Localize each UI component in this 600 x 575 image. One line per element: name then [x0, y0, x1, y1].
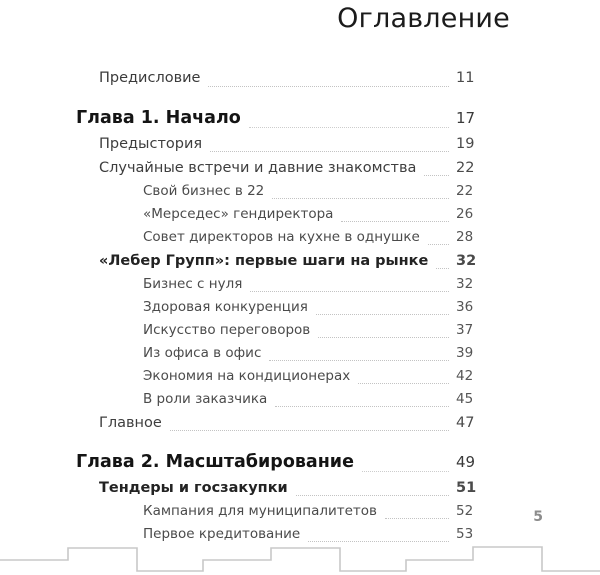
toc-leader-dots — [208, 86, 449, 87]
toc-entry-page: 26 — [456, 206, 474, 222]
toc-entry-label: «Мерседес» гендиректора — [143, 206, 334, 222]
toc-leader-dots — [272, 198, 449, 199]
toc-entry-page: 19 — [456, 136, 475, 152]
toc-entry[interactable] — [76, 249, 490, 273]
toc-leader-dots — [316, 314, 449, 315]
toc-entry-label: Глава 2. Масштабирование — [76, 452, 354, 472]
toc-entry-label: Здоровая конкуренция — [143, 299, 308, 315]
toc-leader-dots — [428, 244, 449, 245]
toc-entry-page: 22 — [456, 183, 474, 199]
toc-entry-label: Кампания для муниципалитетов — [143, 503, 378, 519]
toc-entry-label: Свой бизнес в 22 — [143, 183, 265, 199]
toc-leader-dots — [318, 337, 449, 338]
toc-entry-label: Предисловие — [99, 70, 201, 86]
toc-entry-label: Предыстория — [99, 136, 203, 152]
toc-leader-dots — [170, 430, 449, 431]
toc-entry-label: Случайные встречи и давние знакомства — [99, 160, 417, 176]
toc-entry-page: 51 — [456, 480, 477, 496]
toc-entry[interactable] — [76, 105, 490, 132]
toc-leader-dots — [385, 518, 449, 519]
toc-entry[interactable] — [76, 411, 490, 435]
toc-entry-page: 52 — [456, 503, 474, 519]
toc-entry-page: 49 — [456, 453, 476, 471]
toc-entry-label: Совет директоров на кухне в однушке — [143, 229, 420, 245]
toc-entry-page: 11 — [456, 70, 475, 86]
toc-leader-dots — [362, 471, 449, 472]
toc-entry[interactable] — [76, 273, 490, 296]
toc-entry-label: Искусство переговоров — [143, 322, 311, 338]
toc-entry[interactable] — [76, 132, 490, 156]
toc-entry-page: 32 — [456, 276, 474, 292]
toc-entry-page: 32 — [456, 253, 477, 269]
toc-entry[interactable] — [76, 203, 490, 226]
toc-leader-dots — [341, 221, 449, 222]
toc-leader-dots — [269, 360, 449, 361]
toc-entry-label: «Лебер Групп»: первые шаги на рынке — [99, 253, 429, 269]
toc-entry-page: 42 — [456, 368, 474, 384]
section-spacer — [76, 435, 490, 449]
toc-entry[interactable] — [76, 500, 490, 523]
toc-leader-dots — [249, 127, 449, 128]
toc-entry-label: Бизнес с нуля — [143, 276, 243, 292]
toc-leader-dots — [275, 406, 449, 407]
toc-entry-page: 39 — [456, 345, 474, 361]
toc-entry[interactable] — [76, 156, 490, 180]
toc-entry[interactable] — [76, 180, 490, 203]
toc-entry-label: Главное — [99, 415, 162, 431]
toc-entry-page: 37 — [456, 322, 474, 338]
toc-entry-label: В роли заказчика — [143, 391, 268, 407]
skyline-path — [0, 547, 600, 571]
toc-leader-dots — [358, 383, 449, 384]
table-of-contents — [76, 66, 490, 546]
toc-entry-page: 53 — [456, 526, 474, 542]
toc-leader-dots — [296, 495, 449, 496]
toc-entry-page: 47 — [456, 415, 475, 431]
toc-entry[interactable] — [76, 365, 490, 388]
toc-entry[interactable] — [76, 66, 490, 91]
toc-entry-page: 17 — [456, 109, 476, 127]
toc-entry-page: 36 — [456, 299, 474, 315]
toc-entry[interactable] — [76, 342, 490, 365]
toc-entry-label: Экономия на кондиционерах — [143, 368, 351, 384]
toc-entry-page: 22 — [456, 160, 475, 176]
page-title: Оглавление — [337, 3, 510, 34]
toc-leader-dots — [436, 268, 449, 269]
toc-entry-label: Тендеры и госзакупки — [99, 480, 288, 496]
toc-leader-dots — [250, 291, 449, 292]
toc-entry-page: 28 — [456, 229, 474, 245]
skyline-decoration — [0, 539, 600, 575]
section-spacer — [76, 91, 490, 105]
toc-entry[interactable] — [76, 388, 490, 411]
toc-entry-label: Первое кредитование — [143, 526, 301, 542]
toc-entry-page: 45 — [456, 391, 474, 407]
toc-entry-label: Из офиса в офис — [143, 345, 262, 361]
toc-entry[interactable] — [76, 296, 490, 319]
toc-entry[interactable] — [76, 476, 490, 500]
toc-leader-dots — [424, 175, 449, 176]
toc-entry[interactable] — [76, 226, 490, 249]
toc-entry[interactable] — [76, 319, 490, 342]
toc-leader-dots — [210, 151, 449, 152]
page-number: 5 — [533, 509, 543, 525]
toc-entry[interactable] — [76, 449, 490, 476]
toc-entry-label: Глава 1. Начало — [76, 108, 241, 128]
